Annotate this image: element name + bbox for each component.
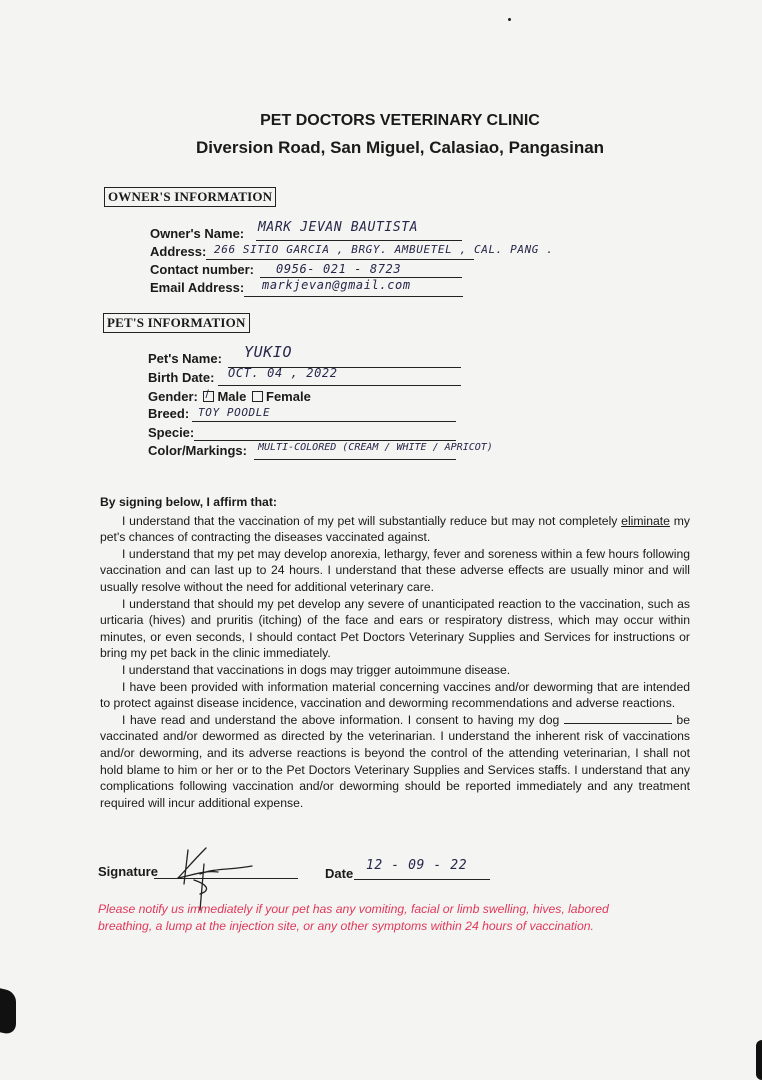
owner-contact-label: Contact number: <box>150 262 254 277</box>
affirmation-heading: By signing below, I affirm that: <box>100 495 277 509</box>
owner-email-row <box>150 280 244 295</box>
owner-section-heading: OWNER'S INFORMATION <box>104 187 276 207</box>
owner-address-row <box>150 244 206 259</box>
dog-name-blank[interactable] <box>564 712 672 724</box>
pet-color-label: Color/Markings: <box>148 443 247 458</box>
pet-specie-label: Specie: <box>148 425 195 440</box>
signature-label: Signature <box>98 864 158 879</box>
date-label: Date <box>325 866 354 881</box>
eliminate-underlined: eliminate <box>621 513 670 528</box>
owner-address-value: 266 SITIO GARCIA , BRGY. AMBUETEL , CAL. PANG . <box>214 243 554 256</box>
scan-edge-mark-right <box>756 1040 762 1080</box>
affirmation-p4: I understand that vaccinations in dogs may trigger autoimmune disease. <box>122 662 511 677</box>
gender-male-checkbox[interactable] <box>203 391 214 402</box>
pet-color-value: MULTI-COLORED (CREAM / WHITE / APRICOT) <box>258 442 493 453</box>
date-value: 12 - 09 - 22 <box>366 858 468 873</box>
owner-name-value: MARK JEVAN BAUTISTA <box>258 220 419 235</box>
pet-name-row <box>148 351 222 366</box>
gender-female-checkbox[interactable] <box>252 391 263 402</box>
pet-breed-label: Breed: <box>148 406 190 421</box>
pet-gender-row <box>148 389 311 404</box>
pet-gender-label: Gender: <box>148 389 198 404</box>
vaccination-notice: Please notify us immediately if your pet has any vomiting, facial or limb swelling, hives, labored breathing, a lump at the injection site, or any other symptoms within 24 hours of vaccination. <box>98 902 609 933</box>
owner-contact-value: 0956- 021 - 8723 <box>276 262 402 276</box>
owner-email-value: markjevan@gmail.com <box>262 278 411 292</box>
owner-name-row <box>150 226 244 241</box>
pet-section-heading: PET'S INFORMATION <box>103 313 250 333</box>
clinic-name: PET DOCTORS VETERINARY CLINIC <box>260 112 540 129</box>
pet-name-label: Pet's Name: <box>148 351 222 366</box>
affirmation-p3: I understand that should my pet develop any severe of unanticipated reaction to the vaccination, such as urticaria (hives) and pruritis (itching) of the face and ears or respiratory distress, which may occur within minutes, or even seconds, I should contact Pet Doctors Veterinary Supplies and Services for instructions or bring my pet back in the clinic immediately. <box>100 596 690 661</box>
affirmation-p5: I have been provided with information material concerning vaccines and/or deworming that are intended to protect against disease incidence, vaccination and deworming recommendations and adverse reactions. <box>100 679 690 711</box>
date-line[interactable] <box>354 879 490 880</box>
scan-edge-mark <box>0 988 16 1035</box>
owner-address-label: Address: <box>150 244 207 259</box>
pet-color-row <box>148 443 247 458</box>
pet-breed-value: TOY POODLE <box>198 406 271 419</box>
pet-specie-line <box>194 424 456 441</box>
pet-specie-row <box>148 425 194 440</box>
gender-female-label: Female <box>266 389 311 404</box>
clinic-address: Diversion Road, San Miguel, Calasiao, Pangasinan <box>195 138 605 157</box>
owner-email-label: Email Address: <box>150 280 245 295</box>
owner-contact-row <box>150 262 254 277</box>
affirmation-p1: I understand that the vaccination of my pet will substantially reduce but may not completely eliminate my pet's chances of contracting the diseases vaccinated against. <box>100 513 690 545</box>
gender-male-label: Male <box>217 389 247 404</box>
pet-birth-row <box>148 370 214 385</box>
owner-name-label: Owner's Name: <box>150 226 245 241</box>
pet-name-value: YUKIO <box>244 343 293 361</box>
pet-birth-label: Birth Date: <box>148 370 215 385</box>
affirmation-p6: I have read and understand the above information. I consent to having my dog be vaccinated and/or dewormed as directed by the veterinarian. I understand the inherent risk of vaccinations and/or deworming, and its adverse reactions is beyond the control of the attending veterinarian, I shall not hold blame to him or her or to the Pet Doctors Veterinary Supplies and Services staffs. I understand that any complications following vaccination and/or deworming should be reported immediately and any treatment required will incur additional expense. <box>100 712 690 810</box>
stray-mark <box>508 18 511 21</box>
pet-birth-value: OCT. 04 , 2022 <box>228 366 338 380</box>
pet-breed-row <box>148 406 189 421</box>
affirmation-block <box>100 494 690 811</box>
affirmation-p2: I understand that my pet may develop anorexia, lethargy, fever and soreness within a few hours following vaccination and can last up to 24 hours. I understand that these adverse effects are usually minor and will usually resolve without the need for additional veterinary care. <box>100 546 690 594</box>
